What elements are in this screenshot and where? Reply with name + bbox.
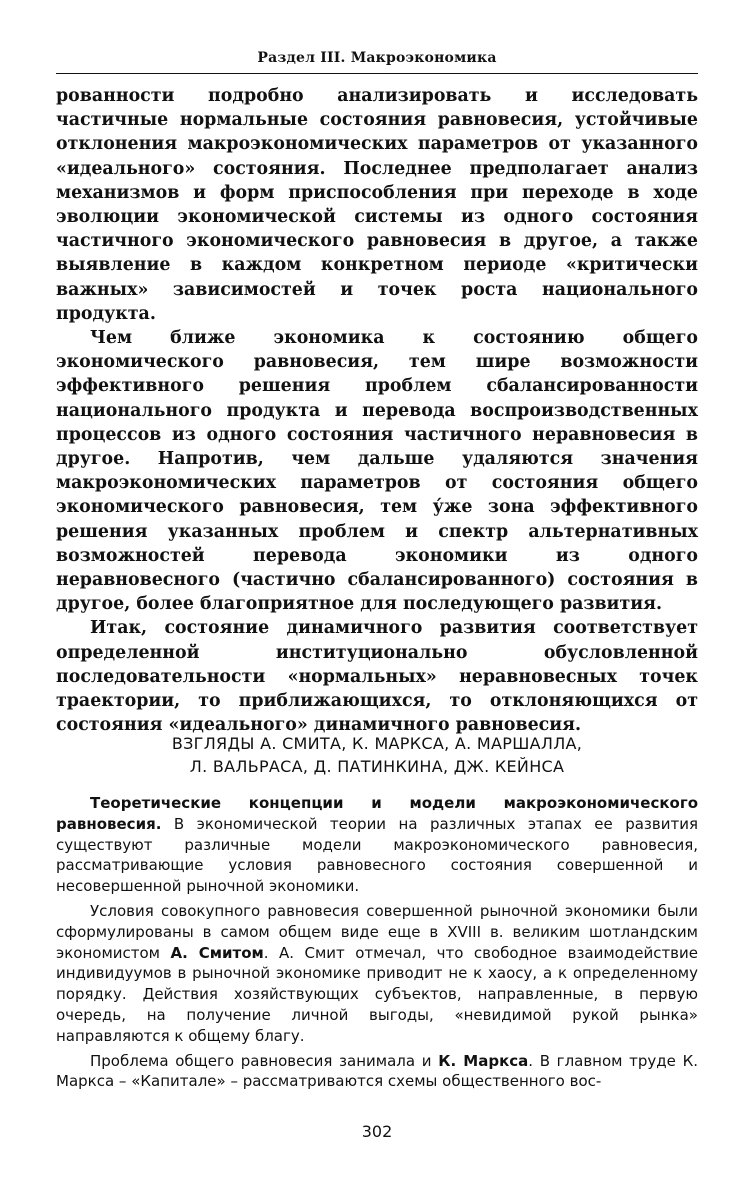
paragraph-lead: Теоретические концепции и модели макроэкономического равновесия. <box>56 794 698 833</box>
section-title-line-2: Л. ВАЛЬРАСА, Д. ПАТИНКИНА, ДЖ. КЕЙНСА <box>189 757 565 776</box>
paragraph-2: Чем ближе экономика к состоянию общего экономического равновесия, тем шире возможности эффективного решения проблем сбалансированности национального продукта и перевода воспроизводственных процессов из одного состояния частичного неравновесия в другое. Напротив, чем дальше удаляются значения макроэкономических параметров от состояния общего экономического равновесия, тем у́же зона эффективного решения указанных проблем и спектр альтернативных возможностей перевода экономики из одного неравновесного (частично сбалансированного) состояния в другое, более благоприятное для последующего развития. <box>56 328 698 615</box>
paragraph-text: В экономической теории на различных этапах ее развития существуют различные модели макроэкономического равновесия, рассматривающие условия равновесного состояния совершенной и несовершенной рыночной экономики. <box>56 814 698 896</box>
name-smith: А. Смитом <box>170 943 264 962</box>
book-page <box>56 0 698 1189</box>
section-text <box>56 793 698 1092</box>
section-title <box>56 732 698 778</box>
running-head: Раздел III. Макроэкономика <box>257 50 497 66</box>
section-paragraph-3 <box>56 1051 698 1093</box>
paragraph-1: рованности подробно анализировать и исследовать частичные нормальные состояния равновесия, устойчивые отклонения макроэкономических параметров от указанного «идеального» состояния. Последнее предполагает анализ механизмов и форм приспособления при переходе в ходе эволюции экономической системы из одного состояния частичного экономического равновесия в другое, а также выявление в каждом конкретном периоде «критически важных» зависимостей и точек роста национального продукта. <box>56 86 698 324</box>
page-number: 302 <box>361 1122 393 1141</box>
paragraph-text: Условия совокупного равновесия совершенной рыночной экономики были сформулированы в самом общем виде еще в XVIII в. великим шотландским экономистом <box>56 901 698 962</box>
paragraph-text: Проблема общего равновесия занимала и <box>90 1051 439 1070</box>
main-text <box>56 84 698 737</box>
paragraph-3: Итак, состояние динамичного развития соответствует определенной институционально обусловленной последовательности «нормальных» неравновесных точек траектории, то приближающихся, то отклоняющихся от состояния «идеального» динамичного равновесия. <box>56 618 698 736</box>
header-rule <box>56 73 698 74</box>
section-title-line-1: ВЗГЛЯДЫ А. СМИТА, К. МАРКСА, А. МАРШАЛЛА, <box>171 734 583 753</box>
section-paragraph-2 <box>56 901 698 1047</box>
name-marx: К. Маркса <box>438 1051 529 1070</box>
paragraph-text: . В главном труде К. Маркса – «Капитале» – рассматриваются схемы общественного вос- <box>56 1051 698 1091</box>
section-paragraph-1 <box>56 793 698 897</box>
paragraph-text: . А. Смит отмечал, что свободное взаимодействие индивидуумов в рыночной экономике приводит не к хаосу, а к определенному порядку. Действия хозяйствующих субъектов, направленные, в первую очередь, на получение личной выгоды, «невидимой рукой рынка» направляются к общему благу. <box>56 943 699 1045</box>
